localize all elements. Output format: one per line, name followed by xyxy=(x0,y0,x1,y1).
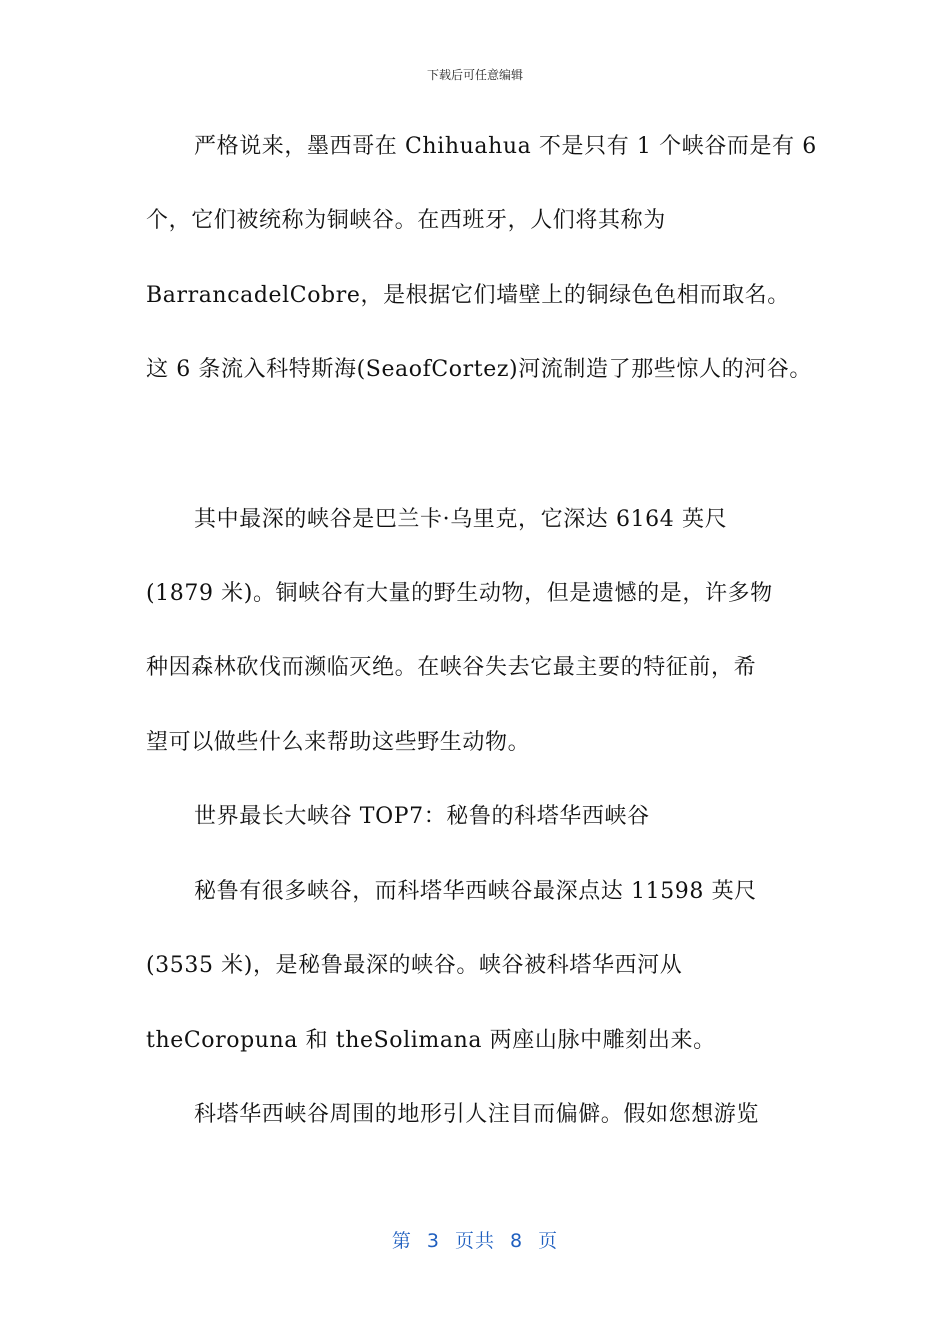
paragraph-line: BarrancadelCobre，是根据它们墙壁上的铜绿色色相而取名。 xyxy=(146,283,790,308)
paragraph-line: 这 6 条流入科特斯海(SeaofCortez)河流制造了那些惊人的河谷。 xyxy=(146,357,812,382)
paragraph-line: 其中最深的峡谷是巴兰卡·乌里克，它深达 6164 英尺 xyxy=(194,507,728,532)
paragraph-line: 种因森林砍伐而濒临灭绝。在峡谷失去它最主要的特征前，希 xyxy=(146,655,757,680)
page-number: 第 3 页共 8 页 xyxy=(391,1230,559,1252)
page-header: 下载后可任意编辑 xyxy=(426,68,523,82)
paragraph-line: (3535 米)，是秘鲁最深的峡谷。峡谷被科塔华西河从 xyxy=(146,953,683,978)
paragraph-line: 个，它们被统称为铜峡谷。在西班牙，人们将其称为 xyxy=(146,208,666,233)
paragraph-line: 望可以做些什么来帮助这些野生动物。 xyxy=(146,730,531,755)
paragraph-line: theCoropuna 和 theSolimana 两座山脉中雕刻出来。 xyxy=(146,1028,716,1053)
paragraph-line: 科塔华西峡谷周围的地形引人注目而偏僻。假如您想游览 xyxy=(194,1102,760,1127)
section-heading: 世界最长大峡谷 TOP7：秘鲁的科塔华西峡谷 xyxy=(194,804,650,829)
paragraph-line: (1879 米)。铜峡谷有大量的野生动物，但是遗憾的是，许多物 xyxy=(146,581,773,606)
paragraph-line: 严格说来，墨西哥在 Chihuahua 不是只有 1 个峡谷而是有 6 xyxy=(194,134,817,159)
paragraph-line: 秘鲁有很多峡谷，而科塔华西峡谷最深点达 11598 英尺 xyxy=(194,879,757,904)
